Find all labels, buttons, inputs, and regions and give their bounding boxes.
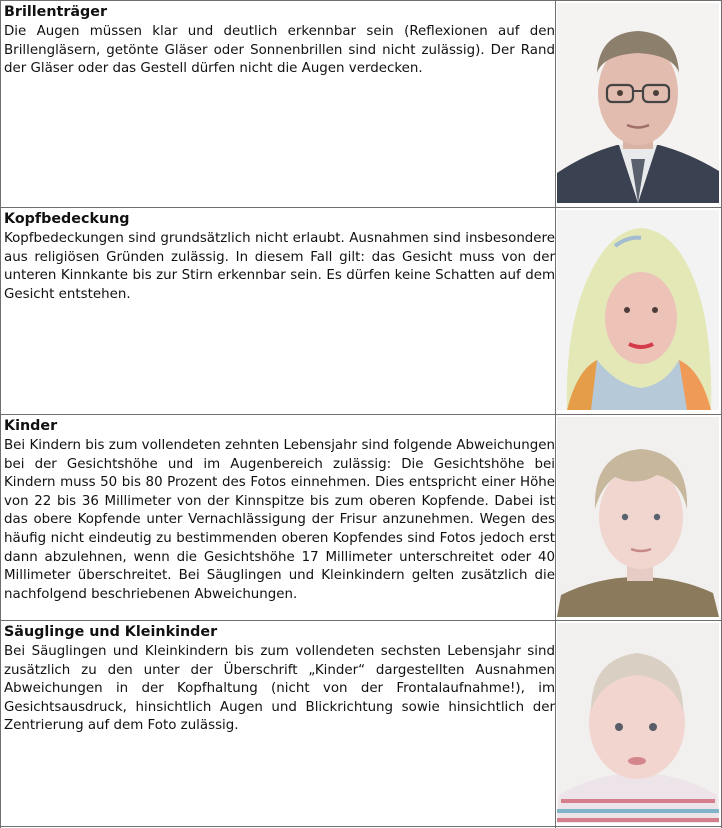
text-cell: [4, 3, 555, 79]
text-cell: [4, 210, 555, 304]
text-cell: [4, 417, 555, 604]
section-heading: Kopfbedeckung: [4, 211, 130, 227]
section-text: Die Augen müssen klar und deutlich erkennbar sein (Reflexionen auf den Brillengläsern, getönte Gläser oder Sonnenbrillen sind nicht zulässig). Der Rand der Gläser oder das Gestell dürfen nicht die Augen verdecken.: [4, 24, 555, 77]
row-divider: [0, 207, 722, 208]
woman-with-headscarf-photo: [557, 210, 719, 410]
table-row: [0, 0, 722, 207]
section-heading: Kinder: [4, 418, 58, 434]
table-border: [0, 826, 722, 827]
table-row: [0, 207, 722, 414]
text-cell: [4, 623, 555, 736]
section-text: Bei Kindern bis zum vollendeten zehnten Lebensjahr sind folgende Abweichungen bei der Gesichtshöhe und im Augenbereich zulässig: Die Gesichtshöhe bei Kindern muss 50 bis 80 Prozent des Fotos einnehmen. Dies entspricht einer Höhe von 22 bis 36 Millimeter von der Kinnspitze bis zum oberen Kopfende. Dabei ist das obere Kopfende unter Vernachlässigung der Frisur anzunehmen. Wegen des häufig nicht eindeutig zu bestimmenden oberen Kopfendes sind Fotos jedoch erst dann abzulehnen, wenn die Gesichtshöhe 17 Millimeter unterschreitet oder 40 Millimeter überschreitet. Bei Säuglingen und Kleinkindern gelten zusätzlich die nachfolgend beschriebenen Abweichungen.: [4, 438, 555, 602]
row-divider: [0, 620, 722, 621]
section-text: Bei Säuglingen und Kleinkindern bis zum vollendeten sechsten Lebensjahr sind zusätzlich zu den unter der Überschrift „Kinder“ dargestellten Ausnahmen Abweichungen in der Kopfhaltung (nicht von der Frontalaufnahme!), im Gesichtsausdruck, hinsichtlich Augen und Blickrichtung sowie hinsichtlich der Zentrierung auf dem Foto zulässig.: [4, 644, 555, 734]
table-border: [0, 0, 722, 1]
section-text: Kopfbedeckungen sind grundsätzlich nicht erlaubt. Ausnahmen sind insbesondere aus religiösen Gründen zulässig. In diesem Fall gilt: das Gesicht muss von der unteren Kinnkante bis zur Stirn erkennbar sein. Es dürfen keine Schatten auf dem Gesicht entstehen.: [4, 231, 555, 302]
man-with-glasses-photo: [557, 3, 719, 203]
section-heading: Brillenträger: [4, 4, 108, 20]
child-portrait-photo: [557, 417, 719, 617]
table-row: [0, 620, 722, 826]
table-border: [0, 0, 1, 828]
baby-portrait-photo: [557, 623, 719, 823]
table-row: [0, 414, 722, 620]
column-divider: [555, 0, 556, 828]
row-divider: [0, 414, 722, 415]
section-heading: Säuglinge und Kleinkinder: [4, 624, 218, 640]
